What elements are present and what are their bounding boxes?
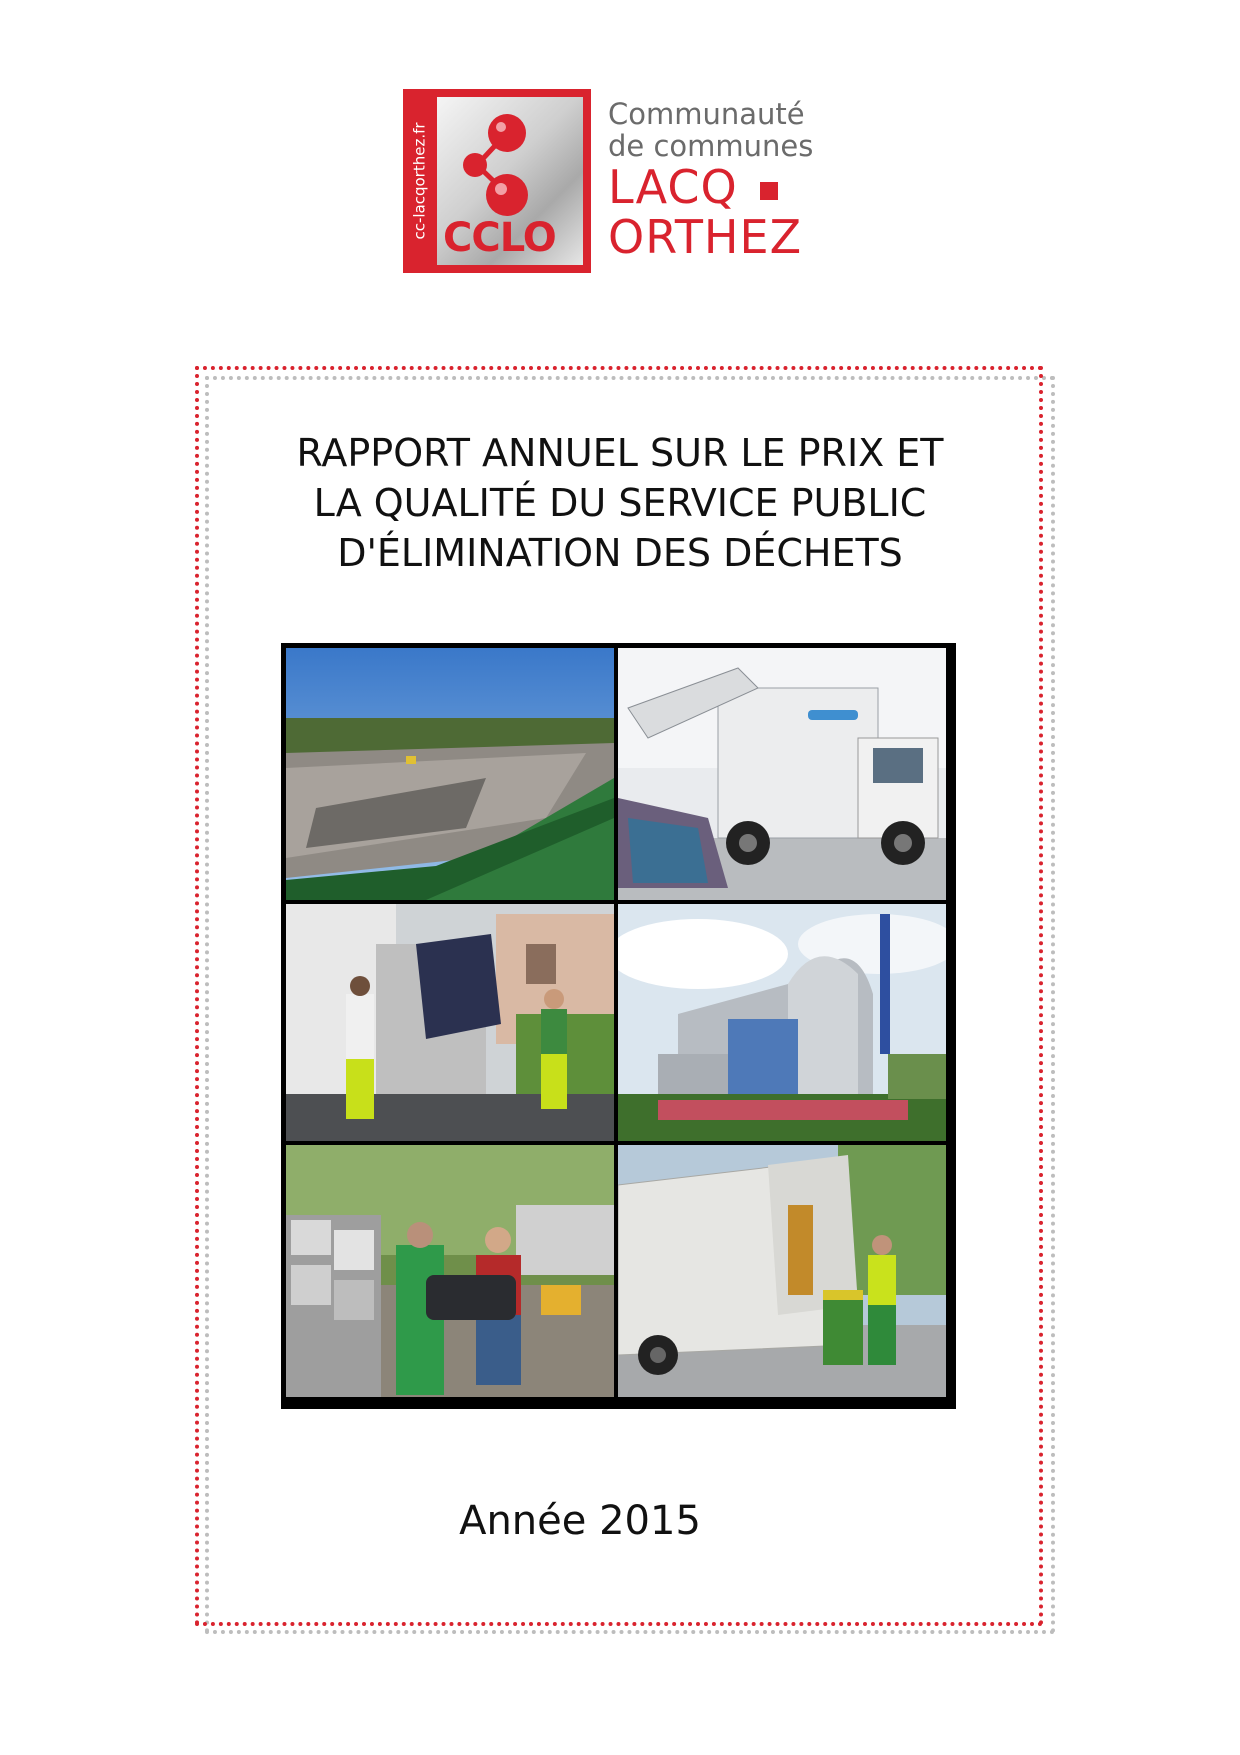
report-year: Année 2015 (459, 1498, 701, 1544)
recycling-center-photo (286, 1145, 614, 1397)
truck-unloading-photo (618, 648, 946, 900)
title-line-3: D'ÉLIMINATION DES DÉCHETS (337, 531, 903, 575)
title-line-2: LA QUALITÉ DU SERVICE PUBLIC (313, 481, 927, 525)
bin-collection-photo (286, 904, 614, 1141)
report-title (205, 428, 1035, 578)
title-line-1: RAPPORT ANNUEL SUR LE PRIX ET (296, 431, 944, 475)
incineration-plant-photo (618, 904, 946, 1141)
landfill-photo (286, 648, 614, 900)
logo-badge (403, 89, 591, 273)
logo-line-communaute: Communauté (608, 97, 805, 131)
logo-url: cc-lacqorthez.fr (411, 122, 429, 240)
logo-acronym: CCLO (443, 215, 556, 261)
logo-line-de-communes: de communes (608, 129, 814, 163)
photo-grid (281, 643, 956, 1409)
logo-text (608, 98, 813, 262)
logo-line-orthez: ORTHEZ (608, 210, 803, 264)
logo-square-icon (760, 182, 778, 200)
logo-lacq-text: LACQ (608, 160, 738, 214)
garbage-truck-photo (618, 1145, 946, 1397)
logo-line-lacq (608, 162, 813, 212)
